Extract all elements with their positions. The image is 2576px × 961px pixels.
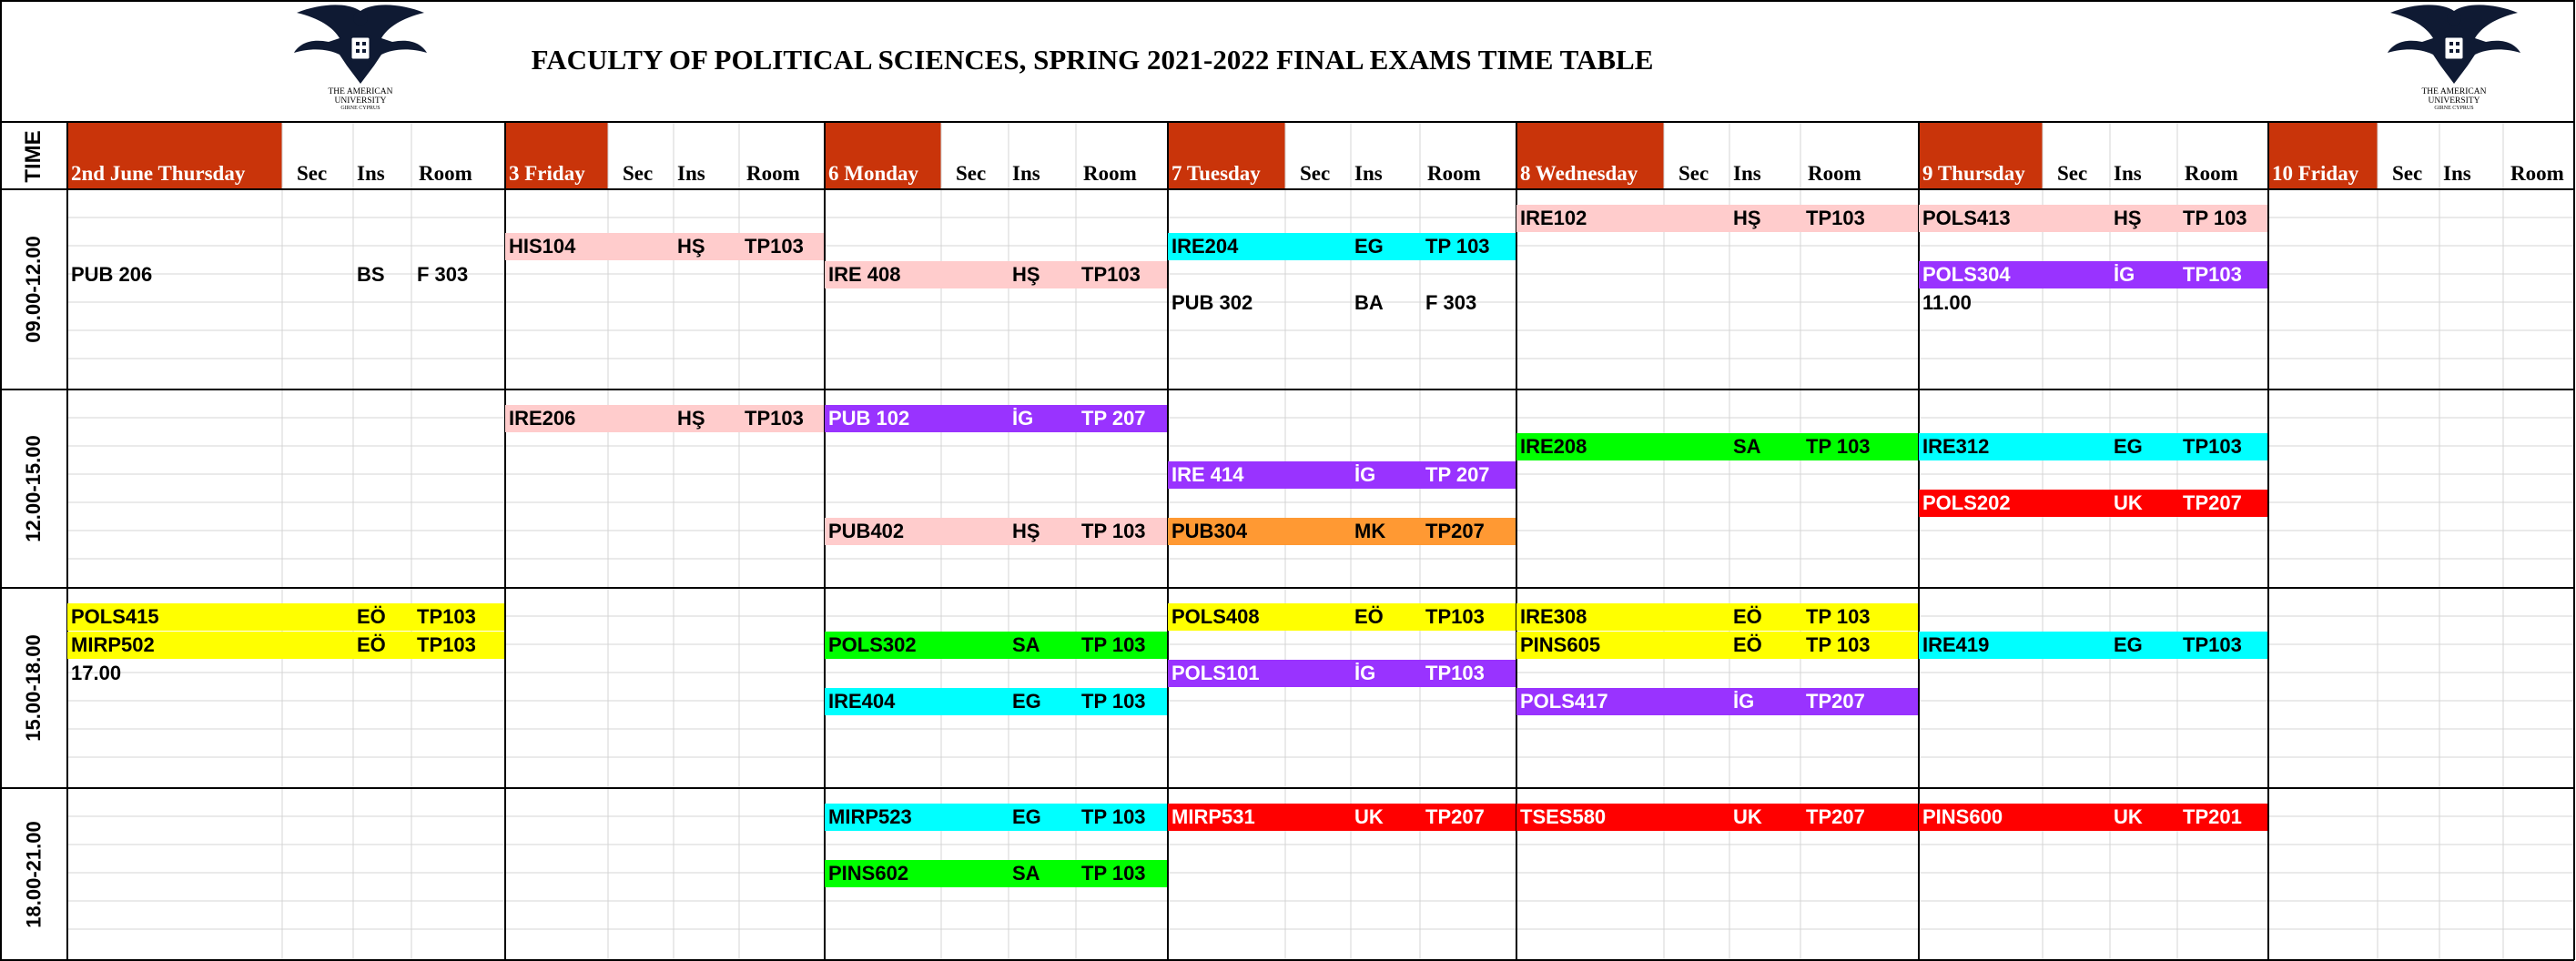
exam-instructor: UK xyxy=(2114,804,2143,828)
exam-instructor: HŞ xyxy=(1012,519,1040,542)
exam-room: TP 103 xyxy=(1081,519,1146,542)
exam-entry xyxy=(825,688,1167,715)
exam-course-code: MIRP502 xyxy=(71,632,155,656)
exam-room: TP103 xyxy=(745,234,804,258)
logo-text-line-3: GIRNE CYPRUS xyxy=(2434,106,2474,111)
exam-room: TP 103 xyxy=(1081,632,1146,656)
exam-course-code: PUB402 xyxy=(828,519,905,542)
exam-room: F 303 xyxy=(1425,290,1477,314)
exam-entry xyxy=(1168,461,1516,489)
exam-room: TP 103 xyxy=(1081,861,1146,885)
exam-course-code: PUB304 xyxy=(1171,519,1248,542)
time-slot-label: 09.00-12.00 xyxy=(22,236,45,343)
exam-room: TP 207 xyxy=(1425,462,1490,486)
exam-course-code: POLS101 xyxy=(1171,661,1260,684)
exam-instructor: İG xyxy=(1354,661,1376,684)
exam-course-code: POLS417 xyxy=(1520,689,1608,713)
sec-column-header: Sec xyxy=(2057,162,2088,185)
exam-instructor: SA xyxy=(1012,861,1040,885)
exam-course-code: POLS304 xyxy=(1922,262,2011,286)
exam-room: TP103 xyxy=(2183,262,2242,286)
exam-course-code: IRE312 xyxy=(1922,434,1990,458)
exam-course-code: IRE419 xyxy=(1922,632,1990,656)
exam-entry xyxy=(505,233,824,260)
exam-time-note: 11.00 xyxy=(1922,290,1972,314)
exam-room: TP103 xyxy=(1425,604,1485,628)
exam-course-code: HIS104 xyxy=(509,234,576,258)
exam-instructor: HŞ xyxy=(677,234,705,258)
exam-room: TP 103 xyxy=(1806,604,1871,628)
room-column-header: Room xyxy=(2510,162,2564,185)
exam-entry xyxy=(1516,433,1918,460)
exam-instructor: BS xyxy=(357,262,385,286)
day-header-label: 3 Friday xyxy=(509,162,585,185)
exam-instructor: BA xyxy=(1354,290,1384,314)
eagle-icon xyxy=(2386,2,2522,89)
exam-entry xyxy=(825,261,1167,288)
exam-instructor: HŞ xyxy=(677,406,705,430)
room-column-header: Room xyxy=(1427,162,1481,185)
exam-instructor: EG xyxy=(1354,234,1384,258)
exam-room: TP 103 xyxy=(1081,689,1146,713)
exam-course-code: PINS602 xyxy=(828,861,909,885)
exam-instructor: SA xyxy=(1733,434,1761,458)
ins-column-header: Ins xyxy=(357,162,385,185)
exam-room: TP 103 xyxy=(2183,206,2247,229)
exam-entry xyxy=(67,261,504,288)
exam-entry xyxy=(1919,804,2267,831)
day-header-label: 7 Tuesday xyxy=(1171,162,1261,185)
exam-entry xyxy=(1516,632,1918,659)
exam-entry xyxy=(1919,261,2267,288)
exam-instructor: EÖ xyxy=(1733,632,1762,656)
logo-text-line-2: UNIVERSITY xyxy=(334,96,387,106)
exam-course-code: MIRP523 xyxy=(828,804,912,828)
exam-entry xyxy=(825,405,1167,432)
exam-room: TP103 xyxy=(745,406,804,430)
room-column-header: Room xyxy=(419,162,472,185)
exam-entry xyxy=(1168,603,1516,631)
exam-entry xyxy=(505,405,824,432)
exam-room: TP 207 xyxy=(1081,406,1146,430)
exam-room: TP207 xyxy=(1806,689,1865,713)
exam-entry xyxy=(1168,289,1516,317)
sec-column-header: Sec xyxy=(1300,162,1331,185)
exam-entry xyxy=(1516,603,1918,631)
page-title: FACULTY OF POLITICAL SCIENCES, SPRING 2021-2022 FINAL EXAMS TIME TABLE xyxy=(531,44,1654,76)
exam-instructor: UK xyxy=(1354,804,1384,828)
exam-room: TP103 xyxy=(2183,632,2242,656)
exam-room: TP103 xyxy=(1425,661,1485,684)
exam-instructor: HŞ xyxy=(1733,206,1761,229)
exam-instructor: MK xyxy=(1354,519,1386,542)
room-column-header: Room xyxy=(1083,162,1137,185)
exam-course-code: MIRP531 xyxy=(1171,804,1255,828)
exam-course-code: PUB 206 xyxy=(71,262,153,286)
exam-instructor: SA xyxy=(1012,632,1040,656)
exam-instructor: EG xyxy=(2114,434,2143,458)
exam-room: TP207 xyxy=(1806,804,1865,828)
exam-instructor: EG xyxy=(2114,632,2143,656)
exam-entry xyxy=(1919,632,2267,659)
exam-course-code: POLS202 xyxy=(1922,491,2011,514)
exam-course-code: POLS413 xyxy=(1922,206,2011,229)
exam-instructor: EÖ xyxy=(357,604,386,628)
exam-course-code: TSES580 xyxy=(1520,804,1607,828)
logo-text-line-3: GIRNE CYPRUS xyxy=(340,106,380,111)
exam-room: TP 103 xyxy=(1806,434,1871,458)
exam-entry xyxy=(1516,804,1918,831)
room-column-header: Room xyxy=(1808,162,1861,185)
exam-room: TP103 xyxy=(1806,206,1865,229)
time-slot-label: 15.00-18.00 xyxy=(22,634,45,742)
exam-course-code: IRE 414 xyxy=(1171,462,1244,486)
exam-room: TP207 xyxy=(2183,491,2242,514)
exam-course-code: POLS408 xyxy=(1171,604,1260,628)
exam-course-code: IRE206 xyxy=(509,406,576,430)
exam-room: TP 103 xyxy=(1425,234,1490,258)
exam-course-code: IRE208 xyxy=(1520,434,1587,458)
exam-entry xyxy=(825,804,1167,831)
exam-entry xyxy=(1168,804,1516,831)
exam-entry xyxy=(1919,205,2267,232)
exam-room: TP 103 xyxy=(1081,804,1146,828)
sec-column-header: Sec xyxy=(623,162,654,185)
exam-instructor: İG xyxy=(2114,262,2135,286)
exam-room: TP103 xyxy=(417,604,476,628)
exam-room: TP103 xyxy=(417,632,476,656)
exam-course-code: PUB 102 xyxy=(828,406,910,430)
day-header-label: 8 Wednesday xyxy=(1520,162,1638,185)
exam-instructor: EG xyxy=(1012,689,1041,713)
exam-instructor: HŞ xyxy=(1012,262,1040,286)
exam-instructor: İG xyxy=(1733,689,1755,713)
exam-time-note: 17.00 xyxy=(71,661,122,684)
exam-entry xyxy=(1516,688,1918,715)
room-column-header: Room xyxy=(746,162,800,185)
exam-course-code: IRE102 xyxy=(1520,206,1587,229)
eagle-icon xyxy=(292,2,429,89)
ins-column-header: Ins xyxy=(1012,162,1040,185)
exam-course-code: POLS302 xyxy=(828,632,917,656)
exam-course-code: POLS415 xyxy=(71,604,159,628)
university-logo-left xyxy=(292,2,429,115)
time-column-header: TIME xyxy=(21,130,46,183)
ins-column-header: Ins xyxy=(2443,162,2471,185)
exam-room: F 303 xyxy=(417,262,469,286)
university-logo-right xyxy=(2386,2,2522,115)
exam-room: TP103 xyxy=(1081,262,1141,286)
exam-entry xyxy=(1919,490,2267,517)
exam-instructor: EÖ xyxy=(357,632,386,656)
exam-room: TP103 xyxy=(2183,434,2242,458)
exam-entry xyxy=(825,632,1167,659)
logo-text-line-2: UNIVERSITY xyxy=(2428,96,2480,106)
time-slot-label: 18.00-21.00 xyxy=(22,820,45,928)
exam-course-code: IRE308 xyxy=(1520,604,1587,628)
exam-instructor: İG xyxy=(1354,462,1376,486)
sec-column-header: Sec xyxy=(956,162,987,185)
exam-entry xyxy=(67,632,504,659)
sec-column-header: Sec xyxy=(1678,162,1709,185)
day-header-label: 9 Thursday xyxy=(1922,162,2025,185)
exam-entry xyxy=(67,603,504,631)
sec-column-header: Sec xyxy=(2392,162,2423,185)
exam-entry xyxy=(1168,660,1516,687)
exam-instructor: EG xyxy=(1012,804,1041,828)
exam-instructor: EÖ xyxy=(1733,604,1762,628)
exam-instructor: EÖ xyxy=(1354,604,1384,628)
exam-course-code: PINS605 xyxy=(1520,632,1601,656)
exam-entry xyxy=(1168,233,1516,260)
exam-instructor: HŞ xyxy=(2114,206,2142,229)
exam-entry xyxy=(825,518,1167,545)
exam-course-code: IRE404 xyxy=(828,689,896,713)
exam-course-code: PUB 302 xyxy=(1171,290,1253,314)
exam-entry xyxy=(1516,205,1918,232)
ins-column-header: Ins xyxy=(1733,162,1761,185)
exam-instructor: İG xyxy=(1012,406,1034,430)
time-slot-label: 12.00-15.00 xyxy=(22,435,45,542)
exam-room: TP207 xyxy=(1425,804,1485,828)
day-header-label: 10 Friday xyxy=(2272,162,2359,185)
ins-column-header: Ins xyxy=(1354,162,1383,185)
day-header-label: 6 Monday xyxy=(828,162,919,185)
ins-column-header: Ins xyxy=(2114,162,2142,185)
exam-entry xyxy=(1919,433,2267,460)
exam-course-code: IRE204 xyxy=(1171,234,1239,258)
exam-instructor: UK xyxy=(2114,491,2143,514)
exam-entry xyxy=(825,860,1167,887)
ins-column-header: Ins xyxy=(677,162,705,185)
logo-text-line-1: THE AMERICAN xyxy=(2421,87,2487,96)
sec-column-header: Sec xyxy=(297,162,328,185)
exam-course-code: IRE 408 xyxy=(828,262,901,286)
exam-room: TP201 xyxy=(2183,804,2242,828)
exam-instructor: UK xyxy=(1733,804,1762,828)
room-column-header: Room xyxy=(2185,162,2238,185)
exam-room: TP 103 xyxy=(1806,632,1871,656)
day-header-label: 2nd June Thursday xyxy=(71,162,246,185)
exam-entry xyxy=(1168,518,1516,545)
exam-course-code: PINS600 xyxy=(1922,804,2003,828)
logo-text-line-1: THE AMERICAN xyxy=(328,87,393,96)
exam-room: TP207 xyxy=(1425,519,1485,542)
